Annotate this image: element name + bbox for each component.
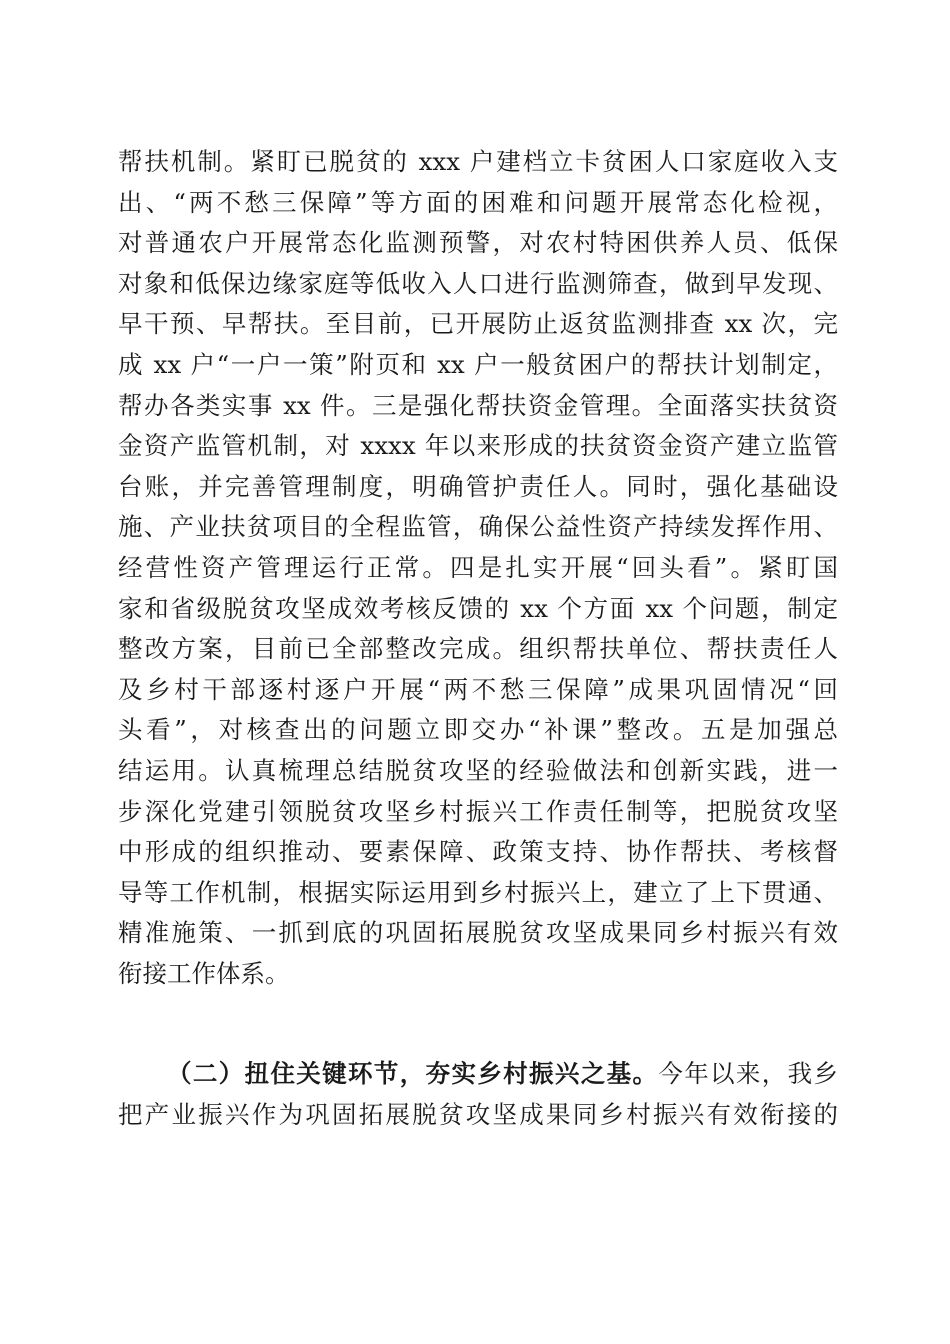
text-line: 成 xx 户“一户一策”附页和 xx 户一般贫困户的帮扶计划制定， (118, 349, 838, 379)
text-line: 帮办各类实事 xx 件。三是强化帮扶资金管理。全面落实扶贫资 (118, 390, 838, 420)
text-line: 家和省级脱贫攻坚成效考核反馈的 xx 个方面 xx 个问题，制定 (118, 593, 838, 623)
text-line: 经营性资产管理运行正常。四是扎实开展“回头看”。紧盯国 (118, 552, 838, 582)
text-line: 早干预、早帮扶。至目前，已开展防止返贫监测排查 xx 次，完 (118, 309, 838, 339)
text-line: 出、“两不愁三保障”等方面的困难和问题开展常态化检视， (118, 187, 838, 217)
text-line: 中形成的组织推动、要素保障、政策支持、协作帮扶、考核督 (118, 837, 838, 867)
text-line: 及乡村干部逐村逐户开展“两不愁三保障”成果巩固情况“回 (118, 674, 838, 704)
text-line: 步深化党建引领脱贫攻坚乡村振兴工作责任制等，把脱贫攻坚 (118, 796, 838, 826)
text-line: 导等工作机制，根据实际运用到乡村振兴上，建立了上下贯通、 (118, 877, 838, 907)
heading-continuation: 今年以来，我乡 (658, 1059, 839, 1088)
section-heading: （二）扭住关键环节，夯实乡村振兴之基。 (167, 1059, 659, 1088)
text-line: 衔接工作体系。 (118, 958, 290, 988)
text-line: 精准施策、一抓到底的巩固拓展脱贫攻坚成果同乡村振兴有效 (118, 918, 838, 948)
text-line: 对象和低保边缘家庭等低收入人口进行监测筛查，做到早发现、 (118, 268, 838, 298)
text-line: 对普通农户开展常态化监测预警，对农村特困供养人员、低保 (118, 228, 838, 258)
text-line: 头看”，对核查出的问题立即交办“补课”整改。五是加强总 (118, 715, 838, 745)
text-line: 台账，并完善管理制度，明确管护责任人。同时，强化基础设 (118, 471, 838, 501)
text-line (118, 1054, 838, 1095)
text-line: 施、产业扶贫项目的全程监管，确保公益性资产持续发挥作用、 (118, 512, 838, 542)
section-paragraph (118, 1054, 838, 1135)
body-paragraph (118, 142, 838, 994)
text-line: 金资产监管机制，对 xxxx 年以来形成的扶贫资金资产建立监管 (118, 431, 838, 461)
text-line: 整改方案，目前已全部整改完成。组织帮扶单位、帮扶责任人 (118, 634, 838, 664)
text-line: 把产业振兴作为巩固拓展脱贫攻坚成果同乡村振兴有效衔接的 (118, 1099, 838, 1129)
text-line: 结运用。认真梳理总结脱贫攻坚的经验做法和创新实践，进一 (118, 755, 838, 785)
text-line: 帮扶机制。紧盯已脱贫的 xxx 户建档立卡贫困人口家庭收入支 (118, 147, 838, 176)
